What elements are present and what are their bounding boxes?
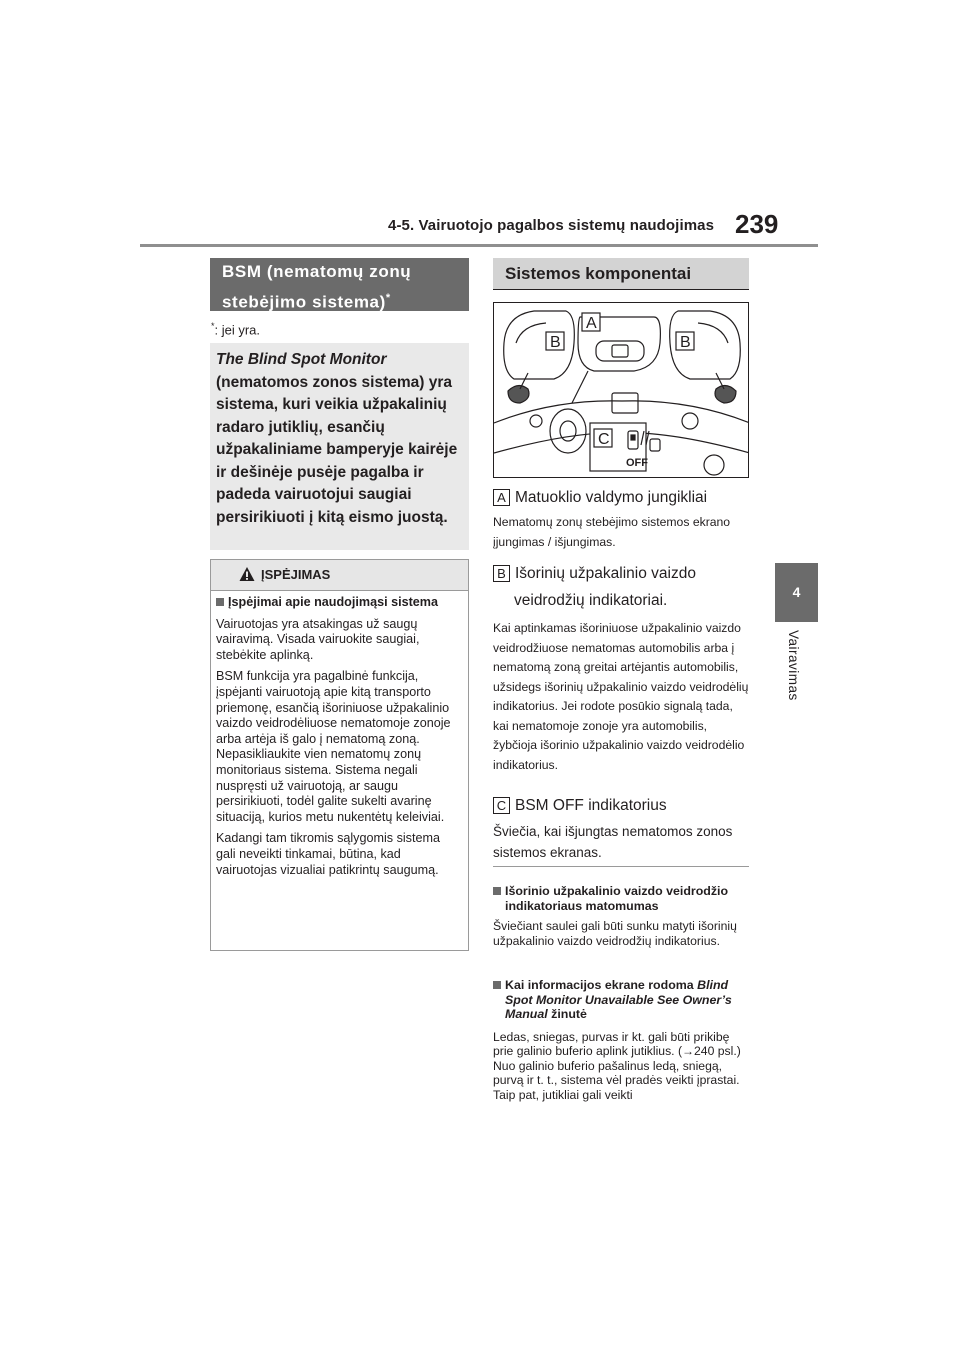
warning-subhead [216,595,462,611]
warning-body [211,591,468,878]
component-a-desc: Nematomų zonų stebėjimo sistemos ekrano įjungimas / išjungimas. [493,515,731,549]
note-2-title-pre: Kai informacijos ekrane rodoma [505,978,698,992]
component-b-desc: Kai aptinkamas išoriniuose užpakalinio vaizdo veidrodžiuose nematomas automobilis arba į nematomą zoną greitai artėjantis automobilis, užsidegs išorinių užpakalinio vaizdo veidrodėlių indikatorius. Jei rodote posūkio signalą tada, kai nematomoje zonoje yra automobilis, žybčioja išorinio užpakalinio vaizdo veidrodėlio indikatorius. [493,621,749,772]
section-title-line1: BSM (nematomų zonų [222,262,412,281]
note-1 [493,884,749,948]
component-item-c [493,792,749,863]
section-title-components: Sistemos komponentai [493,258,749,290]
warning-header [211,560,468,591]
letter-c-badge: C [493,797,510,814]
note-2-head [493,978,749,1022]
footnote-mark: * [211,321,215,331]
note-2 [493,978,749,1102]
footnote-text: : jei yra. [214,322,261,338]
note-2-body-pre: Ledas, sniegas, purvas ir kt. gali būti prikibę prie galinio buferio aplink jutiklius. ( [493,1029,730,1058]
figure-label-b-right: B [680,334,691,351]
section-title-sup: * [385,292,391,304]
page-number: 239 [735,209,779,239]
warning-paragraph-3: Kadangi tam tikromis sąlygomis sistema gali neveikti tinkamai, būtina, kad vairuotojas vizualiai patikrintų saugumą. [216,831,440,877]
section-title-line2 [222,285,457,316]
figure-label-b-left: B [550,334,561,351]
running-header: 4-5. Vairuotojo pagalbos sistemų naudojimas [388,217,715,234]
component-a-title: Matuoklio valdymo jungikliai [515,489,708,506]
figure-off-text: OFF [626,457,648,469]
warning-triangle-icon [239,566,255,582]
component-item-b [493,560,749,775]
component-c-desc: Šviečia, kai išjungtas nematomos zonos sistemos ekranas. [493,824,733,860]
component-c-head [493,792,749,819]
section-title-line2-text: stebėjimo sistema) [222,292,386,312]
header-divider [140,244,818,247]
warning-paragraph-1: Vairuotojas yra atsakingas už saugų vairavimą. Visada vairuokite saugiai, stebėkite aplinką. [216,616,420,662]
component-c-title: BSM OFF indikatorius [515,797,667,814]
section-title-bsm [210,258,469,311]
chapter-label: Vairavimas [786,630,801,701]
warning-box [210,559,469,951]
footnote [211,321,260,337]
component-a-head [493,484,749,511]
note-2-title-post: žinutė [547,1007,587,1021]
note-1-title: Išorinio užpakalinio vaizdo veidrodžio indikatoriaus matomumas [505,884,729,913]
dashboard-illustration [493,302,749,478]
component-b-title: Išorinių užpakalinio vaizdo veidrodžių indikatoriai. [514,565,696,609]
intro-box [210,343,469,550]
intro-text: (nematomos zonos sistema) yra sistema, kuri veikia užpakalinių radaro jutiklių, esančių užpakaliniame bamperyje kairėje ir dešinėje pusėje pagalba ir padeda vairuotojui saugiai persirikiuoti į kitą eismo juostą. [216,373,458,526]
intro-italic: The Blind Spot Monitor [216,351,387,368]
figure-label-c: C [598,431,610,448]
note-1-head [493,884,749,913]
letter-b-badge: B [493,565,510,582]
warning-title: ĮSPĖJIMAS [261,567,331,582]
figure-label-a: A [586,315,597,332]
component-b-head [493,560,749,614]
page-ref-link[interactable]: 240 psl. [694,1044,737,1058]
note-2-body-post: ) Nuo galinio buferio pašalinus ledą, sniegą, purvą ir t. t., sistema vėl pradės veikti įprastai. Taip pat, jutikliai gali veikti [493,1044,741,1102]
notes-divider [493,866,749,867]
warning-paragraph-2: BSM funkcija yra pagalbinė funkcija, įspėjanti vairuotoją apie kitą transporto priemonę, esančią išoriniuose užpakalinio vaizdo veidrodėliuose nematomoje zonoje arba artėja iš galo į nematomą zoną. Nepasikliaukite vien nematomų zonų monitoriaus sistema. Sistema negali nuspręsti už vairuotoją, ar saugu persirikiuoti, todėl galite sukelti avarinę situaciją, kurios metu nukentėtų keleiviai. [216,669,451,824]
bullet-square-icon [493,981,501,989]
page-ref-arrow-icon: → [682,1044,695,1058]
chapter-tab: 4 [775,563,818,622]
note-2-body [493,1030,749,1103]
warning-subhead-text: Įspėjimai apie naudojimąsi sistema [228,595,438,609]
bullet-square-icon [493,887,501,895]
bullet-square-icon [216,598,224,606]
component-item-a [493,484,749,552]
note-1-body: Šviečiant saulei gali būti sunku matyti išorinių užpakalinio vaizdo veidrodžių indikatorius. [493,919,737,948]
dashboard-drawing [494,303,749,478]
letter-a-badge: A [493,489,510,506]
note-2-title-italic: Blind Spot Monitor Unavailable See Owner’s Manual [505,978,732,1021]
note-2-title [505,978,749,1022]
